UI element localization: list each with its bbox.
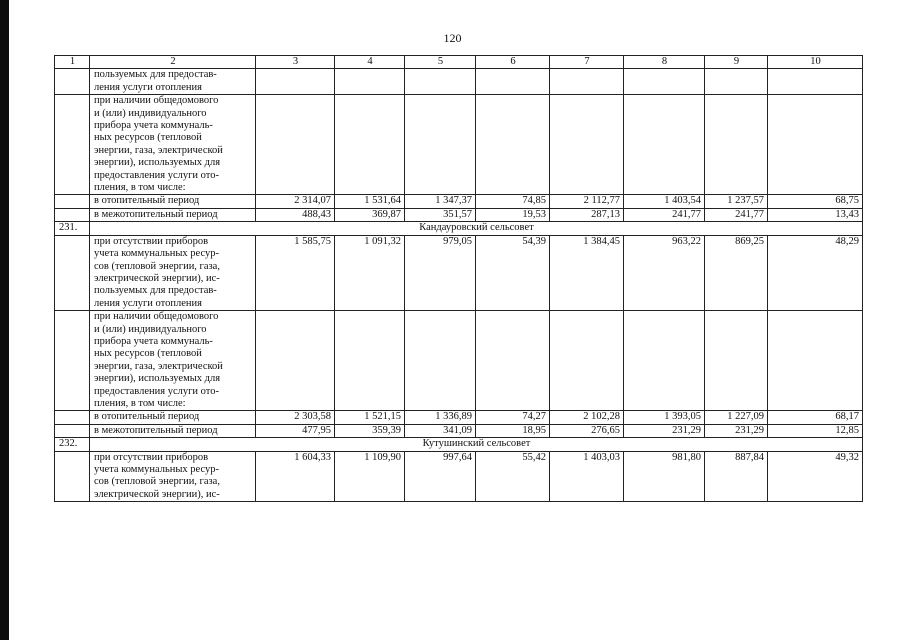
value-cell-col-3: 2 303,58 [256, 411, 335, 424]
value-cell-col-9: 869,25 [705, 235, 768, 310]
value-cell-col-7 [550, 311, 624, 411]
value-cell-col-6: 74,27 [476, 411, 550, 424]
value-cell-col-4: 369,87 [335, 208, 405, 221]
table-row [55, 195, 863, 208]
value-cell-col-9 [705, 95, 768, 195]
row-label: в отопительный период [90, 411, 256, 424]
value-cell-col-9: 1 227,09 [705, 411, 768, 424]
value-cell-col-4: 1 109,90 [335, 451, 405, 502]
settlement-name: Кутушинский сельсовет [90, 438, 863, 451]
value-cell-col-3: 2 314,07 [256, 195, 335, 208]
value-cell-col-9: 1 237,57 [705, 195, 768, 208]
column-number-7: 7 [550, 56, 624, 69]
settlement-row [55, 438, 863, 451]
value-cell-col-9 [705, 311, 768, 411]
settlement-number: 232. [55, 438, 90, 451]
value-cell-col-5 [405, 95, 476, 195]
value-cell-col-3 [256, 69, 335, 95]
value-cell-col-8 [624, 69, 705, 95]
value-cell-col-6 [476, 69, 550, 95]
value-cell-col-7: 1 384,45 [550, 235, 624, 310]
page-left-edge-bar [0, 0, 9, 640]
value-cell-col-10: 68,75 [768, 195, 863, 208]
value-cell-col-10 [768, 311, 863, 411]
value-cell-col-5 [405, 69, 476, 95]
row-number-cell [55, 311, 90, 411]
row-label: при отсутствии приборов учета коммунальных ресур- сов (тепловой энергии, газа, электрической энергии), ис- пользуемых для предостав- ления услуги отопления [90, 235, 256, 310]
value-cell-col-3: 477,95 [256, 424, 335, 437]
row-label: в отопительный период [90, 195, 256, 208]
row-label: пользуемых для предостав- ления услуги отопления [90, 69, 256, 95]
value-cell-col-4 [335, 69, 405, 95]
table-row [55, 95, 863, 195]
value-cell-col-4: 1 091,32 [335, 235, 405, 310]
value-cell-col-4: 1 531,64 [335, 195, 405, 208]
value-cell-col-6: 55,42 [476, 451, 550, 502]
row-number-cell [55, 411, 90, 424]
value-cell-col-5: 1 347,37 [405, 195, 476, 208]
value-cell-col-7: 287,13 [550, 208, 624, 221]
value-cell-col-10: 68,17 [768, 411, 863, 424]
column-number-3: 3 [256, 56, 335, 69]
page-number: 120 [443, 31, 462, 45]
value-cell-col-7: 1 403,03 [550, 451, 624, 502]
row-number-cell [55, 451, 90, 502]
value-cell-col-4: 1 521,15 [335, 411, 405, 424]
value-cell-col-7: 2 102,28 [550, 411, 624, 424]
value-cell-col-7: 2 112,77 [550, 195, 624, 208]
value-cell-col-10: 48,29 [768, 235, 863, 310]
value-cell-col-8 [624, 95, 705, 195]
value-cell-col-4 [335, 95, 405, 195]
row-label: в межотопительный период [90, 208, 256, 221]
table-row [55, 208, 863, 221]
column-number-8: 8 [624, 56, 705, 69]
value-cell-col-8: 963,22 [624, 235, 705, 310]
table-row [55, 424, 863, 437]
value-cell-col-6 [476, 95, 550, 195]
value-cell-col-8: 231,29 [624, 424, 705, 437]
table-row [55, 311, 863, 411]
value-cell-col-3: 1 604,33 [256, 451, 335, 502]
row-number-cell [55, 69, 90, 95]
row-number-cell [55, 235, 90, 310]
value-cell-col-8: 1 393,05 [624, 411, 705, 424]
table-row [55, 451, 863, 502]
value-cell-col-7 [550, 95, 624, 195]
value-cell-col-5: 979,05 [405, 235, 476, 310]
value-cell-col-9 [705, 69, 768, 95]
value-cell-col-3: 488,43 [256, 208, 335, 221]
value-cell-col-6: 74,85 [476, 195, 550, 208]
column-number-9: 9 [705, 56, 768, 69]
value-cell-col-8 [624, 311, 705, 411]
value-cell-col-7 [550, 69, 624, 95]
value-cell-col-10: 13,43 [768, 208, 863, 221]
value-cell-col-6: 18,95 [476, 424, 550, 437]
column-number-4: 4 [335, 56, 405, 69]
value-cell-col-9: 887,84 [705, 451, 768, 502]
value-cell-col-10: 49,32 [768, 451, 863, 502]
settlement-row [55, 222, 863, 235]
value-cell-col-4: 359,39 [335, 424, 405, 437]
table-header-row [55, 56, 863, 69]
value-cell-col-8: 241,77 [624, 208, 705, 221]
value-cell-col-6 [476, 311, 550, 411]
table-row [55, 411, 863, 424]
value-cell-col-3 [256, 95, 335, 195]
table-row [55, 69, 863, 95]
table-row [55, 235, 863, 310]
value-cell-col-5: 341,09 [405, 424, 476, 437]
page-bottom-margin [54, 575, 874, 640]
row-number-cell [55, 208, 90, 221]
row-label: при наличии общедомового и (или) индивидуального прибора учета коммуналь- ных ресурсов (тепловой энергии, газа, электрической энергии), используемых для предоставления услуги ото- пления, в том числе: [90, 311, 256, 411]
value-cell-col-6: 19,53 [476, 208, 550, 221]
column-number-6: 6 [476, 56, 550, 69]
column-number-10: 10 [768, 56, 863, 69]
value-cell-col-8: 981,80 [624, 451, 705, 502]
settlement-name: Кандауровский сельсовет [90, 222, 863, 235]
value-cell-col-10 [768, 95, 863, 195]
value-cell-col-3: 1 585,75 [256, 235, 335, 310]
value-cell-col-5: 351,57 [405, 208, 476, 221]
column-number-1: 1 [55, 56, 90, 69]
column-number-5: 5 [405, 56, 476, 69]
tariff-table [54, 55, 863, 502]
value-cell-col-9: 241,77 [705, 208, 768, 221]
row-label: при наличии общедомового и (или) индивидуального прибора учета коммуналь- ных ресурсов (тепловой энергии, газа, электрической энергии), используемых для предоставления услуги ото- пления, в том числе: [90, 95, 256, 195]
value-cell-col-6: 54,39 [476, 235, 550, 310]
row-label: при отсутствии приборов учета коммунальных ресур- сов (тепловой энергии, газа, электрической энергии), ис- [90, 451, 256, 502]
row-number-cell [55, 95, 90, 195]
row-number-cell [55, 195, 90, 208]
value-cell-col-8: 1 403,54 [624, 195, 705, 208]
row-label: в межотопительный период [90, 424, 256, 437]
column-number-2: 2 [90, 56, 256, 69]
value-cell-col-5: 1 336,89 [405, 411, 476, 424]
value-cell-col-5 [405, 311, 476, 411]
value-cell-col-4 [335, 311, 405, 411]
value-cell-col-10: 12,85 [768, 424, 863, 437]
value-cell-col-5: 997,64 [405, 451, 476, 502]
value-cell-col-9: 231,29 [705, 424, 768, 437]
row-number-cell [55, 424, 90, 437]
value-cell-col-7: 276,65 [550, 424, 624, 437]
settlement-number: 231. [55, 222, 90, 235]
value-cell-col-10 [768, 69, 863, 95]
value-cell-col-3 [256, 311, 335, 411]
